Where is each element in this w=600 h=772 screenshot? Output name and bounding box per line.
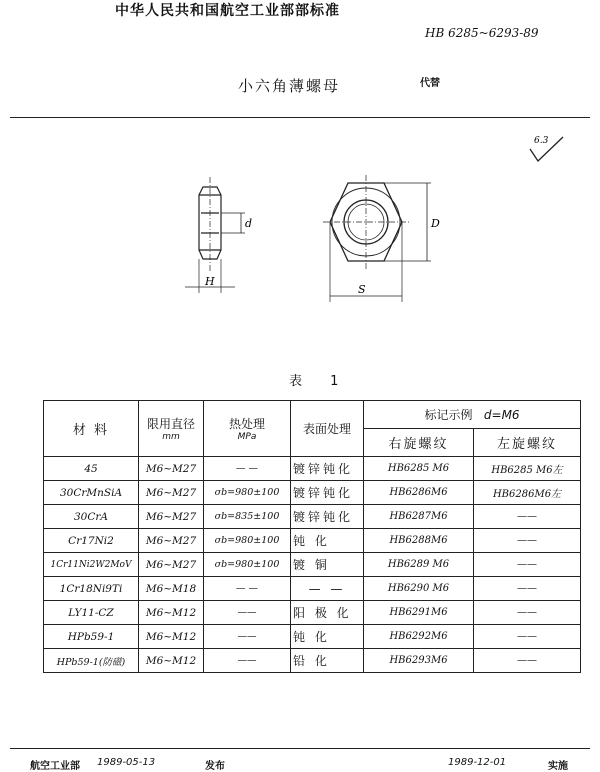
cell-heat: σb=835±100 — [204, 505, 291, 529]
table-row — [44, 481, 581, 505]
surface-roughness-symbol — [527, 131, 567, 171]
cell-range: M6~M27 — [139, 457, 204, 481]
header-material: 材 料 — [44, 401, 139, 457]
table-row — [44, 553, 581, 577]
cell-heat: σb=980±100 — [204, 529, 291, 553]
table-row — [44, 649, 581, 673]
header-heat-unit: MPa — [237, 432, 257, 442]
cell-heat: — — — [204, 457, 291, 481]
dimension-H-label: H — [205, 275, 215, 288]
nut-technical-drawing — [185, 175, 450, 305]
cell-left: —— — [474, 529, 581, 553]
cell-material: 1Cr11Ni2W2MoV — [44, 553, 139, 577]
table-header-row — [44, 401, 581, 429]
table-row — [44, 601, 581, 625]
cell-material: HPb59-1(防磁) — [44, 649, 139, 673]
cell-right: HB6291M6 — [364, 601, 474, 625]
cell-left: —— — [474, 505, 581, 529]
cell-material: 45 — [44, 457, 139, 481]
cell-right: HB6286M6 — [364, 481, 474, 505]
cell-right: HB6289 M6 — [364, 553, 474, 577]
cell-heat: —— — [204, 601, 291, 625]
footer-issue-date: 1989-05-13 — [97, 757, 156, 768]
table-row — [44, 457, 581, 481]
cell-left: HB6285 M6左 — [474, 457, 581, 481]
document-number: HB 6285~6293-89 — [425, 26, 539, 40]
replaces-label: 代替 — [420, 78, 440, 89]
cell-right: HB6292M6 — [364, 625, 474, 649]
cell-range: M6~M27 — [139, 553, 204, 577]
header-diameter-unit: mm — [162, 432, 180, 442]
dimension-d-label: d — [245, 217, 253, 230]
cell-range: M6~M27 — [139, 481, 204, 505]
cell-surface: 镀 铜 — [291, 553, 364, 577]
cell-right: HB6285 M6 — [364, 457, 474, 481]
nut-side-view — [185, 177, 245, 293]
cell-surface: 铅 化 — [291, 649, 364, 673]
footer-implement-date: 1989-12-01 — [448, 757, 507, 768]
table-row — [44, 577, 581, 601]
header-right-thread: 右旋螺纹 — [364, 429, 474, 457]
cell-right: HB6293M6 — [364, 649, 474, 673]
table-row — [44, 505, 581, 529]
table-row — [44, 529, 581, 553]
cell-material: 30CrMnSiA — [44, 481, 139, 505]
cell-left: —— — [474, 625, 581, 649]
dimension-D-label: D — [431, 217, 440, 230]
cell-right: HB6287M6 — [364, 505, 474, 529]
issuing-organization: 中华人民共和国航空工业部部标准 — [115, 3, 340, 19]
header-diameter-label: 限用直径 — [146, 417, 195, 431]
cell-surface: — — — [291, 577, 364, 601]
cell-range: M6~M27 — [139, 529, 204, 553]
cell-left: —— — [474, 649, 581, 673]
cell-surface: 镀锌钝化 — [291, 481, 364, 505]
cell-material: Cr17Ni2 — [44, 529, 139, 553]
header-marking — [364, 401, 581, 429]
cell-range: M6~M12 — [139, 601, 204, 625]
cell-range: M6~M27 — [139, 505, 204, 529]
dimension-S-label: S — [358, 283, 366, 296]
cell-surface: 镀锌钝化 — [291, 505, 364, 529]
cell-heat: σb=980±100 — [204, 481, 291, 505]
cell-material: 30CrA — [44, 505, 139, 529]
cell-heat: σb=980±100 — [204, 553, 291, 577]
cell-range: M6~M18 — [139, 577, 204, 601]
cell-surface: 钝 化 — [291, 625, 364, 649]
table-row — [44, 625, 581, 649]
cell-surface: 镀锌钝化 — [291, 457, 364, 481]
cell-left: —— — [474, 577, 581, 601]
table-title: 表 1 — [289, 374, 351, 389]
cell-left: HB6286M6左 — [474, 481, 581, 505]
cell-material: LY11-CZ — [44, 601, 139, 625]
header-marking-label: 标记示例 — [424, 408, 473, 422]
cell-right: HB6290 M6 — [364, 577, 474, 601]
cell-material: HPb59-1 — [44, 625, 139, 649]
cell-range: M6~M12 — [139, 649, 204, 673]
cell-material: 1Cr18Ni9Ti — [44, 577, 139, 601]
spec-table — [43, 400, 581, 673]
page-title: 小六角薄螺母 — [238, 77, 341, 95]
footer-divider — [10, 748, 590, 749]
header-marking-example: d=M6 — [483, 408, 520, 422]
header-diameter — [139, 401, 204, 457]
roughness-value: 6.3 — [534, 136, 549, 146]
cell-left: —— — [474, 601, 581, 625]
cell-surface: 钝 化 — [291, 529, 364, 553]
cell-range: M6~M12 — [139, 625, 204, 649]
cell-surface: 阳 极 化 — [291, 601, 364, 625]
cell-right: HB6288M6 — [364, 529, 474, 553]
cell-heat: — — — [204, 577, 291, 601]
cell-left: —— — [474, 553, 581, 577]
nut-front-view — [323, 175, 431, 302]
header-heat-label: 热处理 — [228, 417, 265, 431]
footer-issuer: 航空工业部 — [30, 761, 80, 772]
footer-issue-label: 发布 — [205, 761, 225, 772]
footer-implement-label: 实施 — [548, 761, 568, 772]
cell-heat: —— — [204, 625, 291, 649]
header-divider — [10, 117, 590, 118]
header-surface: 表面处理 — [291, 401, 364, 457]
cell-heat: —— — [204, 649, 291, 673]
header-heat — [204, 401, 291, 457]
header-left-thread: 左旋螺纹 — [474, 429, 581, 457]
